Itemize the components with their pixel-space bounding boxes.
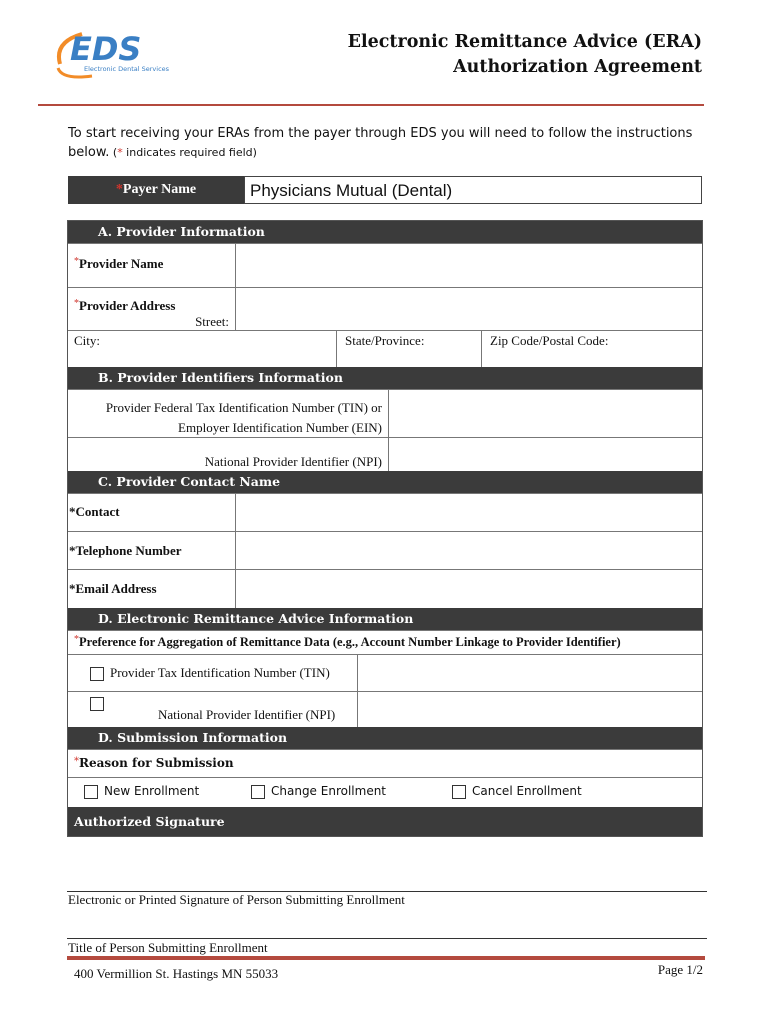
- new-enrollment-label: New Enrollment: [104, 784, 200, 798]
- contact-input[interactable]: [235, 494, 702, 531]
- cancel-enrollment-label: Cancel Enrollment: [472, 784, 582, 798]
- section-d-submission-header: D. Submission Information: [68, 727, 702, 749]
- payer-name-label: [68, 176, 244, 204]
- telephone-label: *Telephone Number: [69, 543, 182, 558]
- eds-logo: [52, 24, 182, 84]
- street-label: Street:: [195, 314, 229, 329]
- logo-subtitle: Electronic Dental Services: [84, 65, 170, 73]
- contact-label: *Contact: [69, 504, 120, 519]
- state-label: State/Province:: [345, 333, 425, 348]
- payer-label-text: Payer Name: [122, 182, 197, 197]
- preference-label: Preference for Aggregation of Remittance Data (e.g., Account Number Linkage to Provider Identifier): [79, 635, 621, 649]
- npi-input[interactable]: [388, 438, 702, 471]
- city-state-zip-row: [68, 330, 702, 367]
- npi-checkbox[interactable]: [90, 697, 104, 711]
- option-npi-row: [68, 691, 702, 727]
- provider-name-input[interactable]: [235, 244, 702, 287]
- section-a-header: A. Provider Information: [68, 221, 702, 243]
- provider-address-row: [68, 287, 702, 330]
- intro-text: [68, 124, 708, 162]
- provider-name-required: *: [74, 256, 79, 267]
- zip-label: Zip Code/Postal Code:: [490, 333, 609, 348]
- payer-required-marker: *: [115, 182, 123, 197]
- provider-name-row: [68, 243, 702, 287]
- change-enrollment-label: Change Enrollment: [271, 784, 387, 798]
- authorized-signature-header: Authorized Signature: [68, 807, 702, 836]
- tin-label-line-2: Employer Identification Number (EIN): [178, 420, 382, 435]
- enrollment-form: [67, 220, 703, 837]
- tin-row: [68, 389, 702, 437]
- option-npi-input[interactable]: [357, 692, 702, 727]
- title-line-1: Electronic Remittance Advice (ERA): [347, 32, 702, 52]
- intro-instructions: To start receiving your ERAs from the payer through EDS you will need to follow the instructions below.: [68, 126, 693, 160]
- new-enrollment-checkbox[interactable]: [84, 785, 98, 799]
- required-note: indicates required field): [122, 146, 257, 159]
- intro-paren: (: [109, 146, 118, 159]
- option-tin-input[interactable]: [357, 655, 702, 691]
- required-marker: *: [117, 146, 123, 159]
- footer-address: 400 Vermillion St. Hastings MN 55033: [74, 966, 279, 981]
- npi-label: National Provider Identifier (NPI): [204, 454, 382, 469]
- logo-text: EDS: [70, 30, 142, 68]
- npi-row: [68, 437, 702, 471]
- document-title: [348, 30, 702, 80]
- provider-address-label: Provider Address: [79, 298, 176, 313]
- option-tin-label: Provider Tax Identification Number (TIN): [110, 665, 330, 680]
- cancel-enrollment-checkbox[interactable]: [452, 785, 466, 799]
- telephone-row: [68, 531, 702, 569]
- preference-required: *: [74, 634, 79, 645]
- preference-row: [68, 630, 702, 654]
- telephone-input[interactable]: [235, 532, 702, 569]
- title-line[interactable]: [67, 938, 707, 939]
- section-d-era-header: D. Electronic Remittance Advice Information: [68, 608, 702, 630]
- state-field[interactable]: [336, 331, 481, 367]
- signature-caption: Electronic or Printed Signature of Person Submitting Enrollment: [68, 892, 405, 907]
- city-field[interactable]: [68, 331, 336, 367]
- change-enrollment-checkbox[interactable]: [251, 785, 265, 799]
- reason-row: [68, 749, 702, 777]
- option-tin-row: [68, 654, 702, 691]
- section-c-header: C. Provider Contact Name: [68, 471, 702, 493]
- reason-options-row: [68, 777, 702, 807]
- title-line-2: Authorization Agreement: [453, 57, 702, 77]
- reason-label: Reason for Submission: [79, 756, 234, 770]
- page-number: Page 1/2: [657, 962, 703, 977]
- provider-address-required: *: [74, 298, 79, 309]
- street-input[interactable]: [235, 288, 702, 330]
- provider-name-label: Provider Name: [79, 256, 164, 271]
- city-label: City:: [74, 333, 101, 348]
- email-row: [68, 569, 702, 608]
- tin-label-line-1: Provider Federal Tax Identification Number (TIN) or: [105, 400, 382, 415]
- payer-name-field[interactable]: Physicians Mutual (Dental): [244, 176, 702, 204]
- tin-input[interactable]: [388, 390, 702, 437]
- zip-field[interactable]: [481, 331, 702, 367]
- title-caption: Title of Person Submitting Enrollment: [68, 940, 268, 955]
- contact-row: [68, 493, 702, 531]
- reason-required: *: [74, 756, 79, 767]
- tin-checkbox[interactable]: [90, 667, 104, 681]
- option-npi-label: National Provider Identifier (NPI): [158, 707, 336, 722]
- section-b-header: B. Provider Identifiers Information: [68, 367, 702, 389]
- header-divider: [38, 104, 704, 106]
- email-input[interactable]: [235, 570, 702, 608]
- email-label: *Email Address: [69, 581, 157, 596]
- footer-divider: [67, 956, 705, 960]
